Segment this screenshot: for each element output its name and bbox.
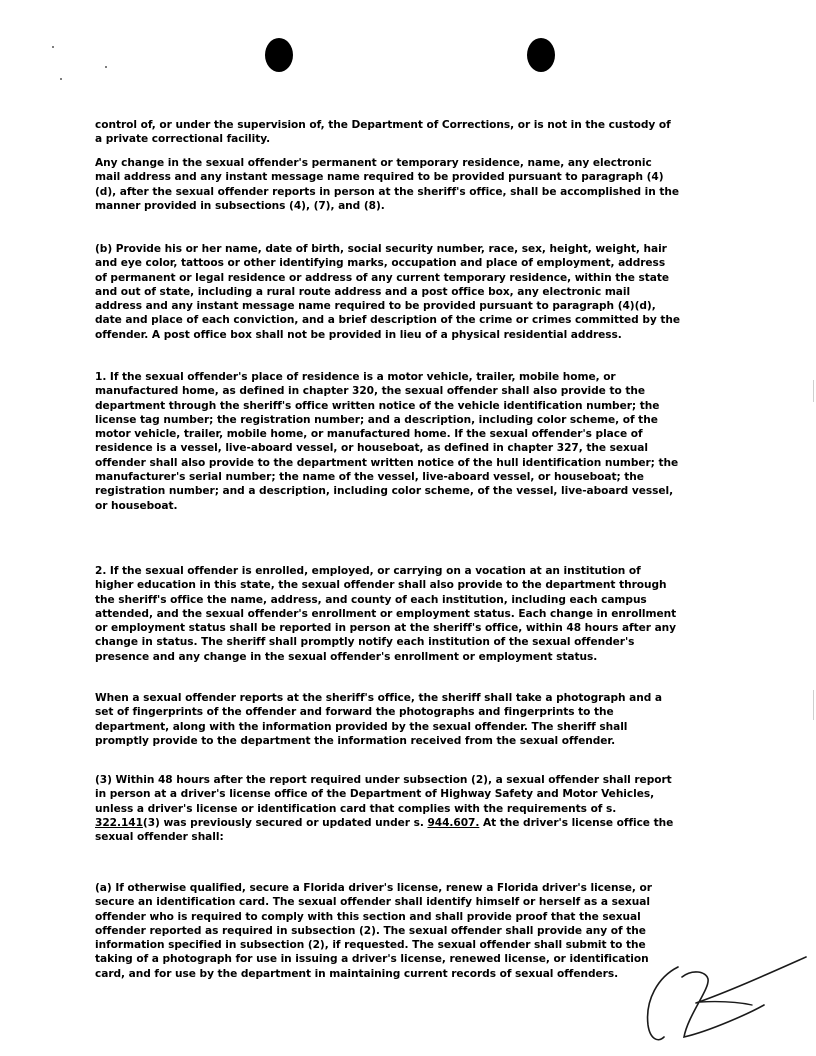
scan-edge-mark <box>813 690 814 720</box>
punch-hole-left <box>265 38 293 72</box>
paragraph-2-higher-education: 2. If the sexual offender is enrolled, employed, or carrying on a vocation at an institution of higher education in this state, the sexual offender shall also provide to the department through the sheriff's office the name, address, and county of each institution, including each campus attended, and the sexual offender's enrollment or employment status. Each change in enrollment or employment status shall be reported in person at the sheriff's office, within 48 hours after any change in status. The sheriff shall promptly notify each institution of the sexual offender's presence and any change in the sexual offender's enrollment or employment status. <box>95 565 677 663</box>
paragraph-a-drivers-license: (a) If otherwise qualified, secure a Florida driver's license, renew a Florida driver's license, or secure an identification card. The sexual offender shall identify himself or herself as a sexual offender who is required to comply with this section and shall provide proof that the sexual offender reported as required in subsection (2). The sexual offender shall provide any of the information specified in subsection (2), if requested. The sexual offender shall submit to the taking of a photograph for use in issuing a driver's license, renewed license, or identification card, and for use by the department in maintaining current records of sexual offenders. <box>95 882 652 980</box>
paragraph-3-end: At the driver's license office the sexual offender shall: <box>95 816 674 844</box>
paragraph-3-drivers-license-office <box>95 773 680 881</box>
paragraph-1-vehicle-residence: 1. If the sexual offender's place of residence is a motor vehicle, trailer, mobile home, or manufactured home, as defined in chapter 320, the sexual offender shall also provide to the department through the sheriff's office written notice of the vehicle identification number; the license tag number; the registration number; and a description, including color scheme, of the motor vehicle, trailer, mobile home, or manufactured home. If the sexual offender's place of residence is a vessel, live-aboard vessel, or houseboat, as defined in chapter 327, the sexual offender shall also provide to the department written notice of the hull identification number; the manufacturer's serial number; the name of the vessel, live-aboard vessel, or houseboat; the registration number; and a description, including color scheme, of the vessel, live-aboard vessel, or houseboat. <box>95 371 679 512</box>
handwritten-initials <box>640 955 810 1050</box>
scan-speck <box>105 66 107 68</box>
statute-link-944-607[interactable]: 944.607. <box>427 816 480 829</box>
paragraph-sheriff-photograph: When a sexual offender reports at the sheriff's office, the sheriff shall take a photograph and a set of fingerprints of the offender and forward the photographs and fingerprints to the department, along with the information provided by the sexual offender. The sheriff shall promptly provide to the department the information received from the sexual offender. <box>95 692 662 747</box>
paragraph-b-identifying-info: (b) Provide his or her name, date of birth, social security number, race, sex, height, weight, hair and eye color, tattoos or other identifying marks, occupation and place of employment, address of permanent or legal residence or address of any current temporary residence, within the state and out of state, including a rural route address and a post office box, any electronic mail address and any instant message name required to be provided pursuant to paragraph (4)(d), date and place of each conviction, and a brief description of the crime or crimes committed by the offender. A post office box shall not be provided in lieu of a physical residential address. <box>95 243 680 341</box>
scan-edge-mark <box>813 380 814 402</box>
punch-hole-right <box>527 38 555 72</box>
paragraph-3-intro: (3) Within 48 hours after the report required under subsection (2), a sexual offender shall report in person at a driver's license office of the Department of Highway Safety and Motor Vehicles, unless a driver's license or identification card that complies with the requirements of s. <box>95 774 672 815</box>
paragraph-custody: control of, or under the supervision of, the Department of Corrections, or is not in the custody of a private correctional facility. <box>95 119 671 146</box>
document-body <box>95 118 680 981</box>
paragraph-3-middle: (3) was previously secured or updated under s. <box>142 816 428 829</box>
statute-link-322-141[interactable]: 322.141 <box>95 816 143 829</box>
scan-speck <box>52 46 54 48</box>
scan-speck <box>60 78 62 80</box>
paragraph-change-of-residence: Any change in the sexual offender's permanent or temporary residence, name, any electronic mail address and any instant message name required to be provided pursuant to paragraph (4)(d), after the sexual offender reports in person at the sheriff's office, shall be accomplished in the manner provided in subsections (4), (7), and (8). <box>95 157 679 212</box>
